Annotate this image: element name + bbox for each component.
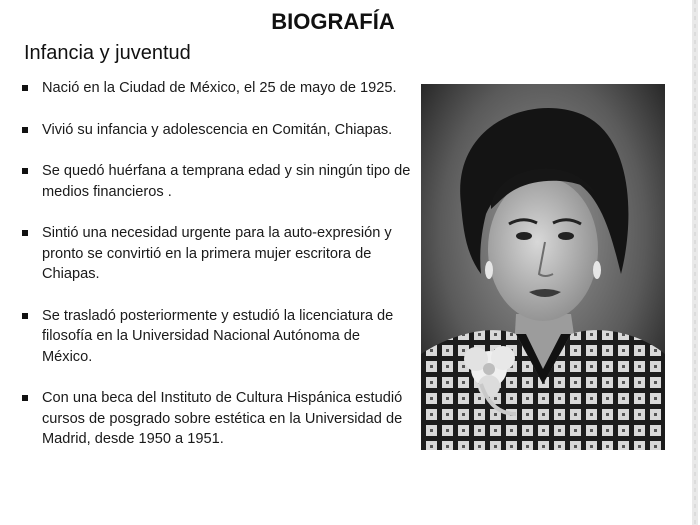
- bullet-item: [22, 306, 412, 368]
- bullet-text: Con una beca del Instituto de Cultura Hispánica estudió cursos de posgrado sobre estética en la Universidad de Madrid, desde 1950 a 1951.: [42, 390, 403, 447]
- bullet-item: [22, 78, 412, 99]
- portrait-image: [421, 84, 665, 450]
- square-bullet-icon: [22, 85, 28, 91]
- square-bullet-icon: [22, 230, 28, 236]
- bullet-text: Se quedó huérfana a temprana edad y sin ningún tipo de medios financieros .: [42, 163, 411, 200]
- portrait-photo: [421, 84, 665, 450]
- bullet-text: Nació en la Ciudad de México, el 25 de mayo de 1925.: [42, 80, 397, 96]
- bullet-text: Se trasladó posteriormente y estudió la licenciatura de filosofía en la Universidad Nacional Autónoma de México.: [42, 307, 394, 365]
- bullet-text: Sintió una necesidad urgente para la auto-expresión y pronto se convirtió en la primera mujer escritora de Chiapas.: [42, 225, 392, 282]
- square-bullet-icon: [22, 313, 28, 319]
- bullet-item: [22, 161, 412, 202]
- bullet-list: [22, 78, 412, 450]
- slide-title-text: BIOGRAFÍA: [271, 9, 395, 34]
- slide-subtitle: Infancia y juventud: [24, 42, 191, 64]
- slide-title: [0, 9, 700, 35]
- bullet-item: [22, 388, 412, 450]
- bullet-text: Vivió su infancia y adolescencia en Comitán, Chiapas.: [42, 121, 393, 138]
- square-bullet-icon: [22, 168, 28, 174]
- square-bullet-icon: [22, 127, 28, 133]
- bullet-item: [22, 120, 412, 141]
- slide-edge-ornament: [688, 0, 700, 525]
- bullet-item: [22, 223, 412, 285]
- square-bullet-icon: [22, 395, 28, 401]
